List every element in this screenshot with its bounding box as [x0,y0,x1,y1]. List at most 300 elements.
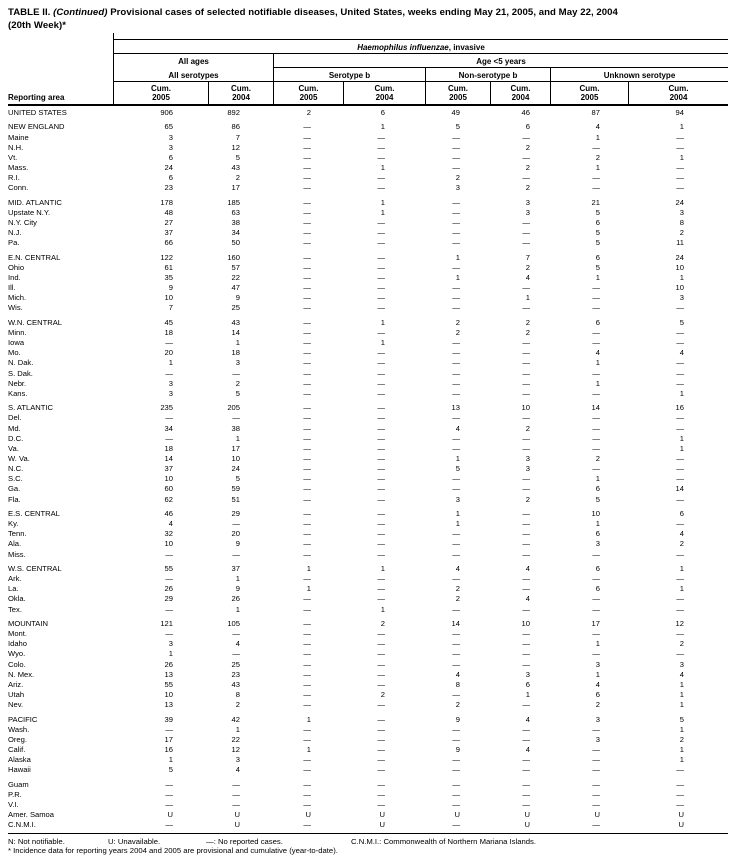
cell-value: 18 [164,443,173,453]
cell-reporting-area: Pa. [8,238,20,248]
cell-value: — [377,519,385,529]
cell-value: — [676,423,684,433]
table-row [8,660,728,670]
col-header-cum-2005-unknown [550,82,628,104]
cell-value: — [592,724,600,734]
cell-reporting-area: S. ATLANTIC [8,403,54,413]
cell-value: 3 [455,494,460,504]
table-row [8,153,728,163]
cell-value: 5 [235,152,240,162]
cell-value: 1 [455,273,460,282]
cell-value: — [676,604,684,614]
cell-value: 10 [164,689,173,699]
cell-value: 6 [595,317,600,327]
table-header [8,39,728,106]
year-label: 2005 [449,93,467,102]
cell-value: — [592,368,600,378]
cell-reporting-area: P.R. [8,789,22,799]
year-label: 2004 [511,93,530,102]
table-row [8,700,728,710]
cell-value: 2 [455,328,460,337]
cell-value: — [377,669,385,679]
cell-value: 1 [306,714,311,724]
cell-value: 9 [235,539,240,549]
cell-value: — [377,283,385,293]
cell-value: — [303,262,311,272]
cell-value: — [522,218,530,227]
cell-value: — [676,799,684,809]
cell-reporting-area: N.C. [8,464,24,474]
col-header-cum-2004-all [208,82,273,104]
cell-value: 57 [231,262,240,272]
col-subgroup-unknown-serotype: Unknown serotype [550,68,728,82]
cell-value: — [303,218,311,227]
cell-value: — [592,173,600,183]
cell-value: — [452,779,460,789]
cell-value: — [522,724,530,734]
cell-reporting-area: E.S. CENTRAL [8,508,60,518]
cell-value: 5 [235,474,240,484]
cell-reporting-area: Kans. [8,388,28,398]
cell-reporting-area: N.H. [8,142,24,152]
table-row [8,820,728,830]
table-row [8,208,728,218]
cell-value: 24 [675,252,684,262]
cell-value: — [303,238,311,248]
cell-reporting-area: Ark. [8,574,22,584]
cell-value: 2 [525,423,530,433]
cell-value: — [303,549,311,559]
cell-reporting-area: S. Dak. [8,368,33,378]
cell-value: — [377,228,385,238]
cell-value: — [452,197,460,207]
cell-value: — [303,529,311,539]
cell-value: U [167,810,173,820]
cell-value: 3 [235,358,240,368]
table-row [8,133,728,143]
table-row [8,198,728,208]
cell-value: — [303,594,311,604]
cell-value: 3 [168,132,173,142]
cell-value: — [452,132,460,142]
table-title-text: Provisional cases of selected notifiable diseases, United States, weeks ending May 21, 2005, and May 22, 2004 [110,7,618,18]
cell-value: — [377,368,385,378]
cell-value: — [377,474,385,484]
cell-value: — [303,649,311,659]
col-header-cum-2005-serotype-b [273,82,343,104]
cell-value: U [234,820,240,830]
cell-value: 4 [235,639,240,649]
cell-value: — [522,574,530,584]
cell-value: 5 [455,464,460,474]
legend-cnmi: C.N.M.I.: Commonwealth of Northern Mariana Islands. [351,836,536,846]
cell-value: 29 [231,508,240,518]
table-row [8,238,728,248]
cell-value: 160 [227,252,240,262]
cell-value: 3 [455,183,460,193]
cell-reporting-area: C.N.M.I. [8,820,36,830]
table-row [8,403,728,413]
cell-value: 47 [231,283,240,293]
cell-reporting-area: W.N. CENTRAL [8,317,63,327]
cell-reporting-area: N. Dak. [8,358,34,368]
cell-value: — [452,539,460,549]
cell-value: 9 [168,283,173,293]
cell-reporting-area: E.N. CENTRAL [8,252,61,262]
cell-value: 10 [675,283,684,293]
cell-value: 1 [679,700,684,710]
cell-value: 2 [525,328,530,337]
cell-value: — [452,238,460,248]
cell-value: — [452,529,460,539]
cell-value: — [452,142,460,152]
cell-value: — [377,218,385,227]
cell-value: 6 [679,508,684,518]
cell-value: 65 [164,122,173,132]
cell-value: 34 [164,423,173,433]
cell-reporting-area: UNITED STATES [8,108,67,117]
cell-value: — [232,549,240,559]
cell-value: 1 [679,689,684,699]
cell-value: — [592,765,600,775]
cell-value: 22 [231,734,240,744]
cell-value: 1 [595,273,600,282]
cell-value: 1 [235,338,240,348]
cell-reporting-area: Alaska [8,755,31,765]
cell-value: 46 [164,508,173,518]
cell-value: — [452,228,460,238]
cell-value: 1 [679,122,684,132]
cell-value: — [377,378,385,388]
year-label: 2005 [152,93,170,102]
cell-value: — [452,388,460,398]
cell-value: — [452,303,460,313]
cell-value: 4 [595,348,600,358]
cell-value: 10 [521,618,530,628]
table-row [8,574,728,584]
cell-reporting-area: Miss. [8,549,26,559]
cell-reporting-area: Ariz. [8,679,24,689]
cell-value: — [452,207,460,217]
cell-value: — [592,744,600,754]
cell-value: — [377,303,385,313]
cell-value: 2 [455,317,460,327]
cell-value: — [522,789,530,799]
cell-value: — [522,238,530,248]
table-row [8,163,728,173]
cell-value: 2 [525,142,530,152]
cell-value: 37 [164,228,173,238]
cell-value: 4 [679,529,684,539]
cell-value: 22 [231,273,240,282]
cell-value: — [676,142,684,152]
cell-value: — [592,574,600,584]
cell-reporting-area: W.S. CENTRAL [8,563,62,573]
cell-value: — [377,679,385,689]
cell-value: 6 [525,679,530,689]
cell-value: — [522,539,530,549]
cell-value: 26 [164,584,173,594]
cell-value: — [592,303,600,313]
cell-value: 1 [168,649,173,659]
cell-reporting-area: Nebr. [8,378,27,388]
cell-value: 13 [164,700,173,710]
cell-value: 1 [679,755,684,765]
cell-value: — [165,820,173,830]
cell-value: — [522,152,530,162]
cell-value: — [452,443,460,453]
cell-value: — [303,724,311,734]
cell-value: — [676,549,684,559]
cell-value: — [522,755,530,765]
cell-value: 1 [235,433,240,443]
cell-value: — [452,152,460,162]
table-row [8,389,728,399]
cell-value: — [303,252,311,262]
cell-value: 3 [168,639,173,649]
cell-value: — [303,293,311,303]
cell-value: — [377,443,385,453]
table-row [8,639,728,649]
cell-value: 3 [595,734,600,744]
cell-value: 9 [455,714,460,724]
cell-value: — [303,433,311,443]
cell-value: — [165,724,173,734]
cell-reporting-area: Tenn. [8,529,27,539]
cell-value: — [232,799,240,809]
cell-reporting-area: Wyo. [8,649,26,659]
cell-value: 32 [164,529,173,539]
table-row [8,413,728,423]
cell-value: — [522,388,530,398]
cell-value: 906 [160,108,173,117]
cell-value: — [592,464,600,474]
cell-value: 1 [380,338,385,348]
table-row [8,715,728,725]
cell-reporting-area: Tex. [8,604,22,614]
col-group-all-ages: All ages [113,54,273,68]
cell-value: 3 [595,714,600,724]
cell-value: — [232,519,240,529]
cell-reporting-area: Hawaii [8,765,31,775]
cell-value: — [377,388,385,398]
table-row [8,379,728,389]
table-row [8,358,728,368]
cell-value: — [522,484,530,494]
cell-value: 2 [235,700,240,710]
cell-value: — [377,584,385,594]
cell-value: 1 [380,163,385,172]
table-row [8,464,728,474]
cell-reporting-area: Ala. [8,539,22,549]
cell-value: 1 [380,207,385,217]
cell-value: — [303,508,311,518]
table-row [8,550,728,560]
table-row [8,122,728,132]
cell-value: — [522,338,530,348]
cell-value: — [522,433,530,443]
cell-value: — [303,629,311,639]
cell-value: — [522,700,530,710]
cell-reporting-area: Upstate N.Y. [8,207,51,217]
cell-value: — [303,474,311,484]
col-header-cum-2004-serotype-b [343,82,425,104]
table-row [8,629,728,639]
cell-value: — [232,779,240,789]
cell-value: — [377,574,385,584]
cell-value: 1 [679,273,684,282]
cell-value: 14 [591,403,600,413]
cell-value: — [592,629,600,639]
cell-value: 1 [679,388,684,398]
cell-value: — [452,820,460,830]
cell-value: — [377,183,385,193]
cell-value: 5 [595,228,600,238]
table-row [8,273,728,283]
cell-value: — [303,618,311,628]
cell-value: 42 [231,714,240,724]
cell-reporting-area: Vt. [8,152,18,162]
cell-reporting-area: Maine [8,132,29,142]
cell-value: — [377,358,385,368]
cell-value: 34 [231,228,240,238]
cell-value: — [522,173,530,183]
cell-value: 17 [231,183,240,193]
cell-value: — [165,368,173,378]
cell-reporting-area: N.J. [8,228,22,238]
cell-value: 6 [168,152,173,162]
cell-value: — [676,779,684,789]
cell-value: 24 [231,464,240,474]
cell-value: 7 [235,132,240,142]
table-row [8,690,728,700]
cell-value: — [676,378,684,388]
cell-value: 2 [235,378,240,388]
cell-value: 14 [231,328,240,337]
table-row [8,509,728,519]
cell-value: — [452,659,460,669]
cell-value: — [303,820,311,830]
cell-value: 17 [591,618,600,628]
disease-group-header [113,39,728,54]
cell-value: — [592,413,600,423]
cell-value: 6 [595,529,600,539]
cell-value: 18 [231,348,240,358]
cell-value: 3 [679,659,684,669]
cell-value: 4 [525,714,530,724]
cell-value: — [592,423,600,433]
cell-value: — [452,338,460,348]
cell-value: 1 [235,604,240,614]
cell-value: 3 [168,142,173,152]
cell-value: — [303,453,311,463]
cell-value: 1 [235,574,240,584]
cell-value: — [522,659,530,669]
cell-reporting-area: PACIFIC [8,714,38,724]
cell-value: 26 [164,659,173,669]
cum-label: Cum. [231,84,251,93]
cell-value: — [303,539,311,549]
cell-value: — [676,629,684,639]
cell-value: 2 [455,173,460,183]
cell-value: — [303,779,311,789]
cell-reporting-area: D.C. [8,433,24,443]
table-row [8,680,728,690]
cell-value: 13 [164,669,173,679]
cell-value: — [377,273,385,282]
cell-value: — [303,207,311,217]
cell-value: 1 [380,317,385,327]
cell-reporting-area: Mo. [8,348,21,358]
cell-value: — [377,464,385,474]
cell-value: 892 [227,108,240,117]
cell-value: — [377,142,385,152]
cell-value: 61 [164,262,173,272]
cell-value: 1 [595,474,600,484]
cell-value: 5 [455,122,460,132]
cell-value: 16 [675,403,684,413]
cell-reporting-area: V.I. [8,799,19,809]
table-row [8,328,728,338]
cell-value: 51 [231,494,240,504]
table-row [8,649,728,659]
cell-value: 16 [164,744,173,754]
cell-value: — [377,152,385,162]
cell-value: 3 [525,453,530,463]
cell-value: 2 [455,594,460,604]
cell-value: — [592,594,600,604]
cell-value: 1 [679,443,684,453]
cell-reporting-area: Wash. [8,724,30,734]
cell-value: — [676,464,684,474]
cell-value: 4 [525,563,530,573]
cell-value: — [303,197,311,207]
cell-value: 24 [675,197,684,207]
cell-value: 4 [595,122,600,132]
cell-value: 6 [595,484,600,494]
cell-value: — [165,604,173,614]
cell-value: — [592,338,600,348]
cell-value: 6 [168,173,173,183]
cell-value: — [377,649,385,659]
cell-value: — [452,629,460,639]
cell-value: — [676,789,684,799]
cell-reporting-area: R.I. [8,173,20,183]
cell-value: — [676,594,684,604]
table-row [8,765,728,775]
cell-value: — [522,734,530,744]
cell-value: U [524,820,530,830]
cell-value: 18 [164,328,173,337]
cell-value: 1 [168,755,173,765]
cell-value: 2 [679,639,684,649]
table-row [8,318,728,328]
cum-label: Cum. [448,84,468,93]
cell-value: 1 [679,679,684,689]
cell-value: 6 [595,584,600,594]
legend-not-notifiable: N: Not notifiable. [8,836,65,846]
cell-value: 4 [455,563,460,573]
cell-value: 5 [679,317,684,327]
cell-value: 1 [595,132,600,142]
cell-value: — [452,799,460,809]
cell-value: — [303,519,311,529]
cell-value: 27 [164,218,173,227]
cell-value: — [165,799,173,809]
cell-value: — [303,152,311,162]
cell-value: 17 [164,734,173,744]
cell-value: 1 [679,152,684,162]
